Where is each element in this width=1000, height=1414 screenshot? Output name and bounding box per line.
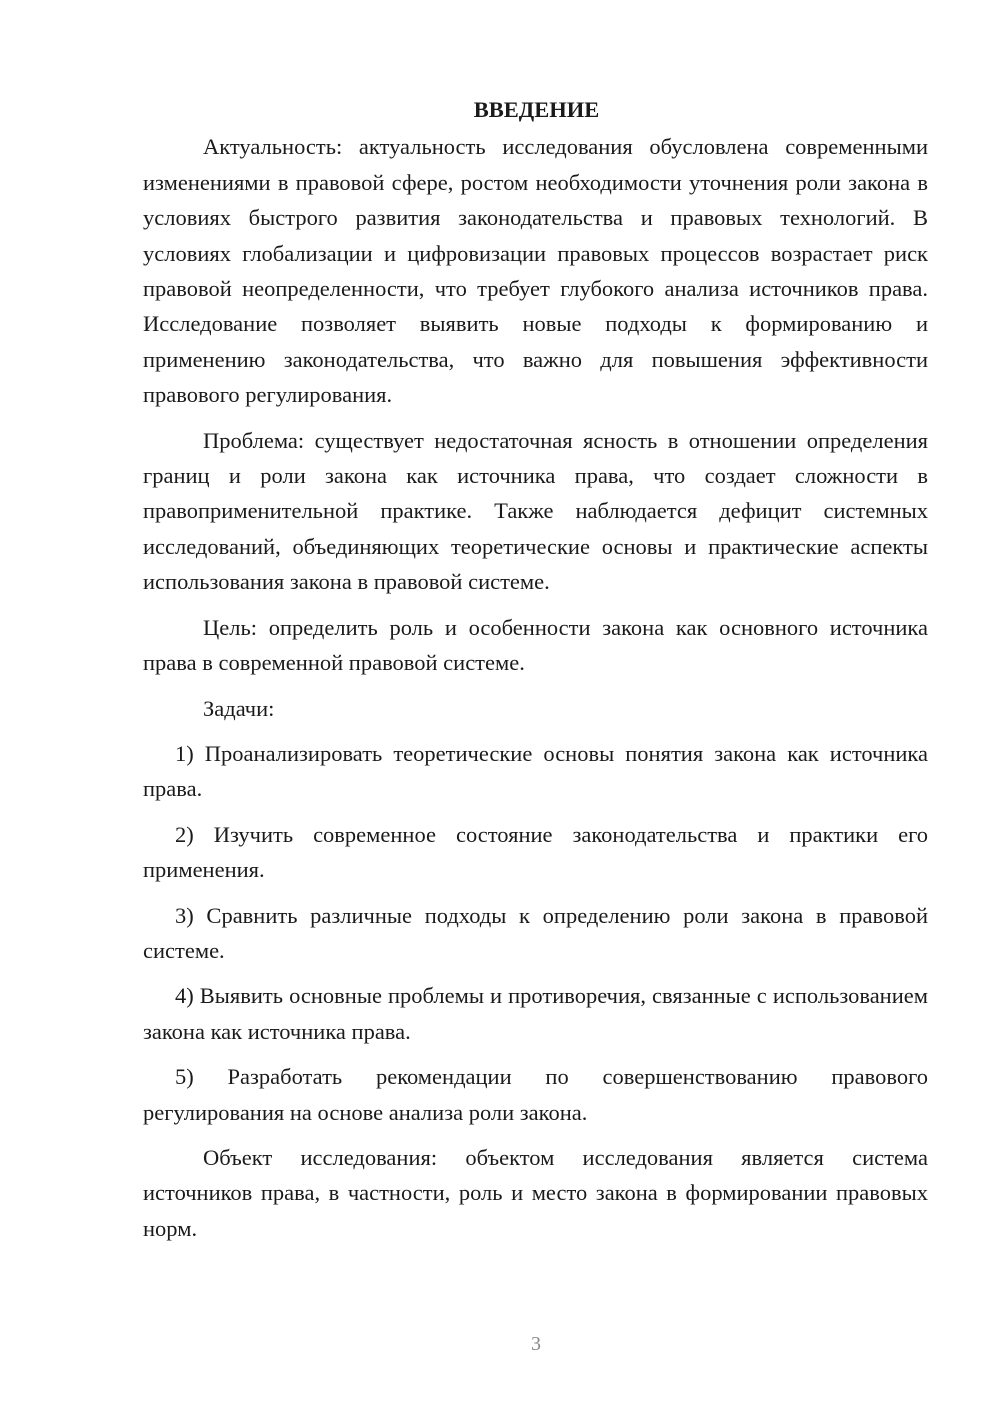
tasks-heading: Задачи: (203, 695, 275, 721)
task-item-4: 4) Выявить основные проблемы и противоречия, связанные с использованием закона как источника права. (143, 983, 928, 1044)
paragraph-problem: Проблема: существует недостаточная ясность в отношении определения границ и роли закона как источника права, что создает сложности в правоприменительной практике. Также наблюдается дефицит системных исследований, объединяющих теоретические основы и практические аспекты использования закона в правовой системе. (143, 427, 928, 595)
task-item-2: 2) Изучить современное состояние законодательства и практики его применения. (143, 821, 928, 883)
page-title: ВВЕДЕНИЕ (473, 97, 600, 122)
paragraph-object: Объект исследования: объектом исследования является система источников права, в частности, роль и место закона в формировании правовых норм. (143, 1144, 928, 1241)
task-item-3: 3) Сравнить различные подходы к определению роли закона в правовой системе. (143, 902, 928, 963)
paragraph-goal: Цель: определить роль и особенности закона как основного источника права в современной правовой системе. (143, 614, 928, 676)
document-body (143, 92, 928, 1246)
page-number: 3 (531, 1333, 541, 1355)
task-item-5: 5) Разработать рекомендации по совершенствованию правового регулирования на основе анализа роли закона. (143, 1064, 928, 1125)
paragraph-relevance: Актуальность: актуальность исследования обусловлена современными изменениями в правовой сфере, ростом необходимости уточнения роли закона в условиях быстрого развития законодательства и правовых технологий. В условиях глобализации и цифровизации правовых процессов возрастает риск правовой неопределенности, что требует глубокого анализа источников права. Исследование позволяет выявить новые подходы к формированию и применению законодательства, что важно для повышения эффективности правового регулирования. (143, 134, 928, 408)
task-item-1: 1) Проанализировать теоретические основы понятия закона как источника права. (143, 740, 928, 802)
